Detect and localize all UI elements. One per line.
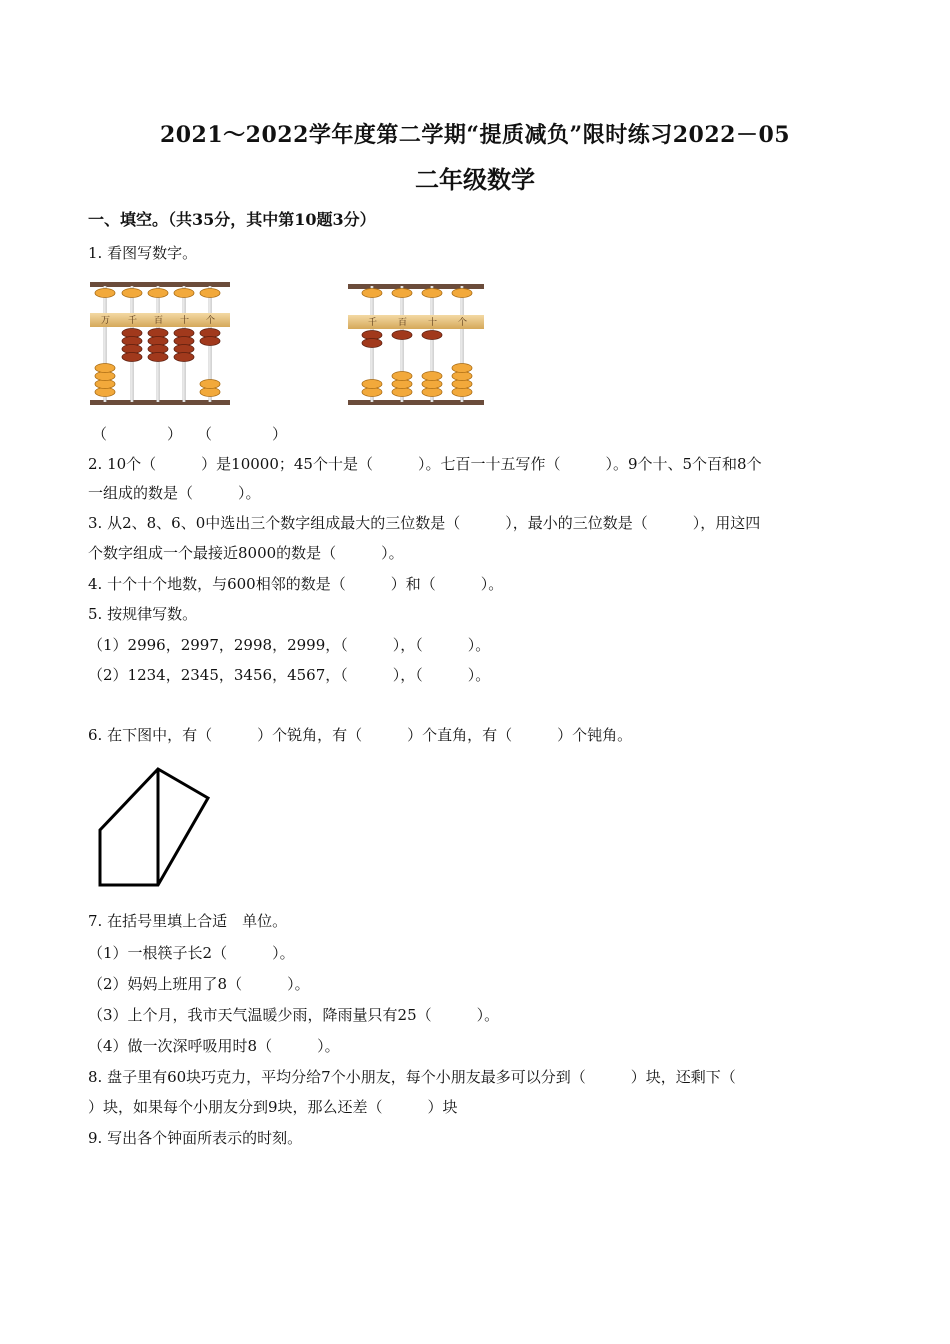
abacus-bead: [95, 364, 115, 373]
question-3-line-1: 3. 从2、8、6、0中选出三个数字组成最大的三位数是（ ），最小的三位数是（ ），用这四: [88, 514, 761, 532]
abacus-bead: [422, 289, 442, 298]
abacus-bead: [422, 372, 442, 381]
abacus-bead: [174, 353, 194, 362]
question-5: 5. 按规律写数。: [88, 605, 198, 623]
abacus-bead: [422, 331, 442, 340]
abacus-bead: [200, 380, 220, 389]
abacus-bead: [200, 289, 220, 298]
abacus-bead: [392, 289, 412, 298]
question-5-item-2: （2）1234，2345，3456，4567，（ ），（ ）。: [88, 666, 491, 684]
abacus-bead: [392, 331, 412, 340]
abacus-place-label: 千: [368, 318, 378, 328]
question-7-item-2: （2）妈妈上班用了8（ ）。: [88, 975, 310, 993]
abacus-place-label: 万: [101, 316, 111, 326]
abacus-2-image: [346, 280, 486, 410]
abacus-place-label: 个: [458, 318, 468, 328]
abacus-bead: [174, 289, 194, 298]
abacus-bead: [148, 353, 168, 362]
question-8-line-2: ）块，如果每个小朋友分到9块，那么还差（ ）块: [88, 1098, 458, 1116]
question-7-item-1: （1）一根筷子长2（ ）。: [88, 944, 295, 962]
question-7-item-3: （3）上个月，我市天气温暖少雨，降雨量只有25（ ）。: [88, 1006, 500, 1024]
question-1: 1. 看图写数字。: [88, 244, 198, 262]
abacus-bead: [148, 289, 168, 298]
abacus-bead: [122, 353, 142, 362]
abacus-place-label: 百: [398, 318, 408, 328]
abacus-bead: [452, 364, 472, 373]
question-8-line-1: 8. 盘子里有60块巧克力，平均分给7个小朋友，每个小朋友最多可以分到（ ）块，还剩下（: [88, 1068, 736, 1086]
question-4: 4. 十个十个地数，与600相邻的数是（ ）和（ ）。: [88, 575, 504, 593]
abacus-bead: [200, 337, 220, 346]
question-3-line-2: 个数字组成一个最接近8000的数是（ ）。: [88, 544, 404, 562]
abacus-place-label: 百: [154, 316, 164, 326]
question-7: 7. 在括号里填上合适 单位。: [88, 912, 288, 930]
question-9: 9. 写出各个钟面所表示的时刻。: [88, 1129, 303, 1147]
document-subtitle: 二年级数学: [415, 165, 535, 194]
abacus-1-image: [88, 280, 234, 410]
section-heading: 一、填空。（共35分，其中第10题3分）: [88, 210, 376, 229]
abacus-place-label: 十: [180, 316, 190, 326]
abacus-bead: [362, 380, 382, 389]
question-6: 6. 在下图中，有（ ）个锐角，有（ ）个直角，有（ ）个钝角。: [88, 726, 633, 744]
polygon-figure: [94, 766, 214, 890]
abacus-bead: [122, 289, 142, 298]
abacus-bead: [392, 372, 412, 381]
abacus-place-label: 千: [128, 316, 138, 326]
document-title: 2021～2022学年度第二学期“提质减负”限时练习2022－05: [159, 122, 791, 148]
abacus-bead: [362, 289, 382, 298]
question-2-line-1: 2. 10个（ ）是10000；45个十是（ ）。七百一十五写作（ ）。9个十、5个百和8个: [88, 455, 762, 473]
question-5-item-1: （1）2996，2997，2998，2999，（ ），（ ）。: [88, 636, 491, 654]
abacus-place-label: 十: [428, 318, 438, 328]
abacus-place-label: 个: [206, 316, 216, 326]
question-7-item-4: （4）做一次深呼吸用时8（ ）。: [88, 1037, 340, 1055]
question-1-answers: （ ） （ ）: [92, 425, 288, 443]
abacus-bead: [452, 289, 472, 298]
question-2-line-2: 一组成的数是（ ）。: [88, 484, 261, 502]
abacus-bead: [362, 339, 382, 348]
abacus-bead: [95, 289, 115, 298]
